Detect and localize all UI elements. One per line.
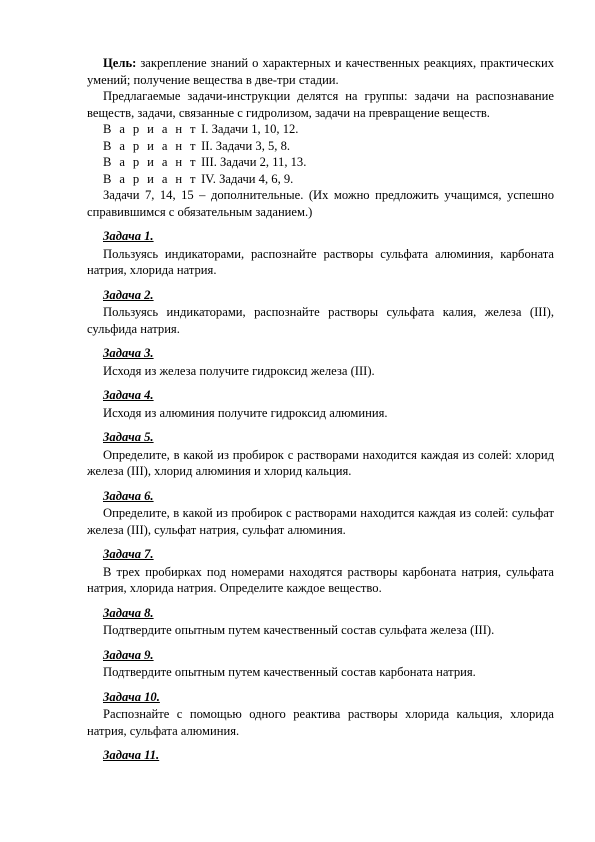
task-title: Задача 8. bbox=[103, 605, 154, 620]
task-2 bbox=[87, 287, 554, 338]
task-10 bbox=[87, 689, 554, 740]
task-text: В трех пробирках под номерами находятся растворы карбоната натрия, сульфата натрия, хлорида натрия. Определите каждое вещество. bbox=[87, 564, 554, 595]
task-title: Задача 4. bbox=[103, 388, 154, 402]
task-title: Задача 9. bbox=[103, 647, 154, 662]
variant-line-1 bbox=[87, 121, 554, 138]
task-8 bbox=[87, 605, 554, 639]
task-text: Пользуясь индикаторами, распознайте растворы сульфата алюминия, карбоната натрия, хлорида натрия. bbox=[87, 246, 554, 277]
task-1 bbox=[87, 228, 554, 279]
task-title: Задача 1. bbox=[103, 229, 154, 243]
variant-text: II. Задачи 3, 5, 8. bbox=[201, 138, 291, 153]
task-title: Задача 3. bbox=[103, 346, 154, 360]
document-page bbox=[87, 55, 554, 765]
variant-text: III. Задачи 2, 11, 13. bbox=[201, 155, 307, 169]
task-text: Определите, в какой из пробирок с растворами находится каждая из солей: сульфат железа (III), сульфат натрия, сульфат алюминия. bbox=[87, 506, 554, 537]
task-text: Подтвердите опытным путем качественный состав сульфата железа (III). bbox=[103, 623, 495, 637]
task-3 bbox=[87, 345, 554, 379]
goal-paragraph bbox=[87, 55, 554, 88]
groups-paragraph: Предлагаемые задачи-инструкции делятся на группы: задачи на распознавание веществ, задачи, связанные с гидролизом, задачи на превращение веществ. bbox=[87, 89, 554, 120]
task-text: Подтвердите опытным путем качественный состав карбоната натрия. bbox=[103, 665, 476, 679]
task-title: Задача 5. bbox=[103, 430, 154, 444]
goal-label: Цель: bbox=[103, 56, 137, 70]
task-text: Исходя из алюминия получите гидроксид алюминия. bbox=[103, 405, 388, 420]
task-11 bbox=[87, 747, 554, 764]
variant-line-2 bbox=[87, 138, 554, 155]
task-title: Задача 7. bbox=[103, 547, 154, 561]
task-text: Распознайте с помощью одного реактива растворы хлорида кальция, хлорида натрия, сульфата алюминия. bbox=[87, 707, 554, 738]
variant-label: В а р и а н т bbox=[103, 122, 198, 136]
task-title: Задача 6. bbox=[103, 488, 154, 503]
task-6 bbox=[87, 488, 554, 539]
variant-text: I. Задачи 1, 10, 12. bbox=[201, 122, 299, 136]
task-title: Задача 11. bbox=[103, 748, 160, 762]
variant-label: В а р и а н т bbox=[103, 138, 198, 153]
task-text: Определите, в какой из пробирок с растворами находится каждая из солей: хлорид железа (III), хлорид алюминия и хлорид кальция. bbox=[87, 447, 554, 478]
task-text: Пользуясь индикаторами, распознайте растворы сульфата калия, железа (III), сульфида натрия. bbox=[87, 305, 554, 336]
task-9 bbox=[87, 647, 554, 681]
task-4 bbox=[87, 387, 554, 421]
variant-line-4 bbox=[87, 171, 554, 188]
variant-line-3 bbox=[87, 154, 554, 171]
variant-text: IV. Задачи 4, 6, 9. bbox=[201, 171, 294, 186]
goal-text: закрепление знаний о характерных и качественных реакциях, практических умений; получение вещества в две-три стадии. bbox=[87, 56, 554, 87]
extra-tasks-paragraph: Задачи 7, 14, 15 – дополнительные. (Их можно предложить учащимся, успешно справившимся с обязательным заданием.) bbox=[87, 188, 554, 219]
variant-label: В а р и а н т bbox=[103, 155, 198, 169]
task-title: Задача 2. bbox=[103, 287, 154, 302]
task-5 bbox=[87, 429, 554, 480]
variant-label: В а р и а н т bbox=[103, 171, 198, 186]
task-text: Исходя из железа получите гидроксид железа (III). bbox=[103, 363, 375, 378]
task-7 bbox=[87, 546, 554, 597]
task-title: Задача 10. bbox=[103, 689, 160, 704]
